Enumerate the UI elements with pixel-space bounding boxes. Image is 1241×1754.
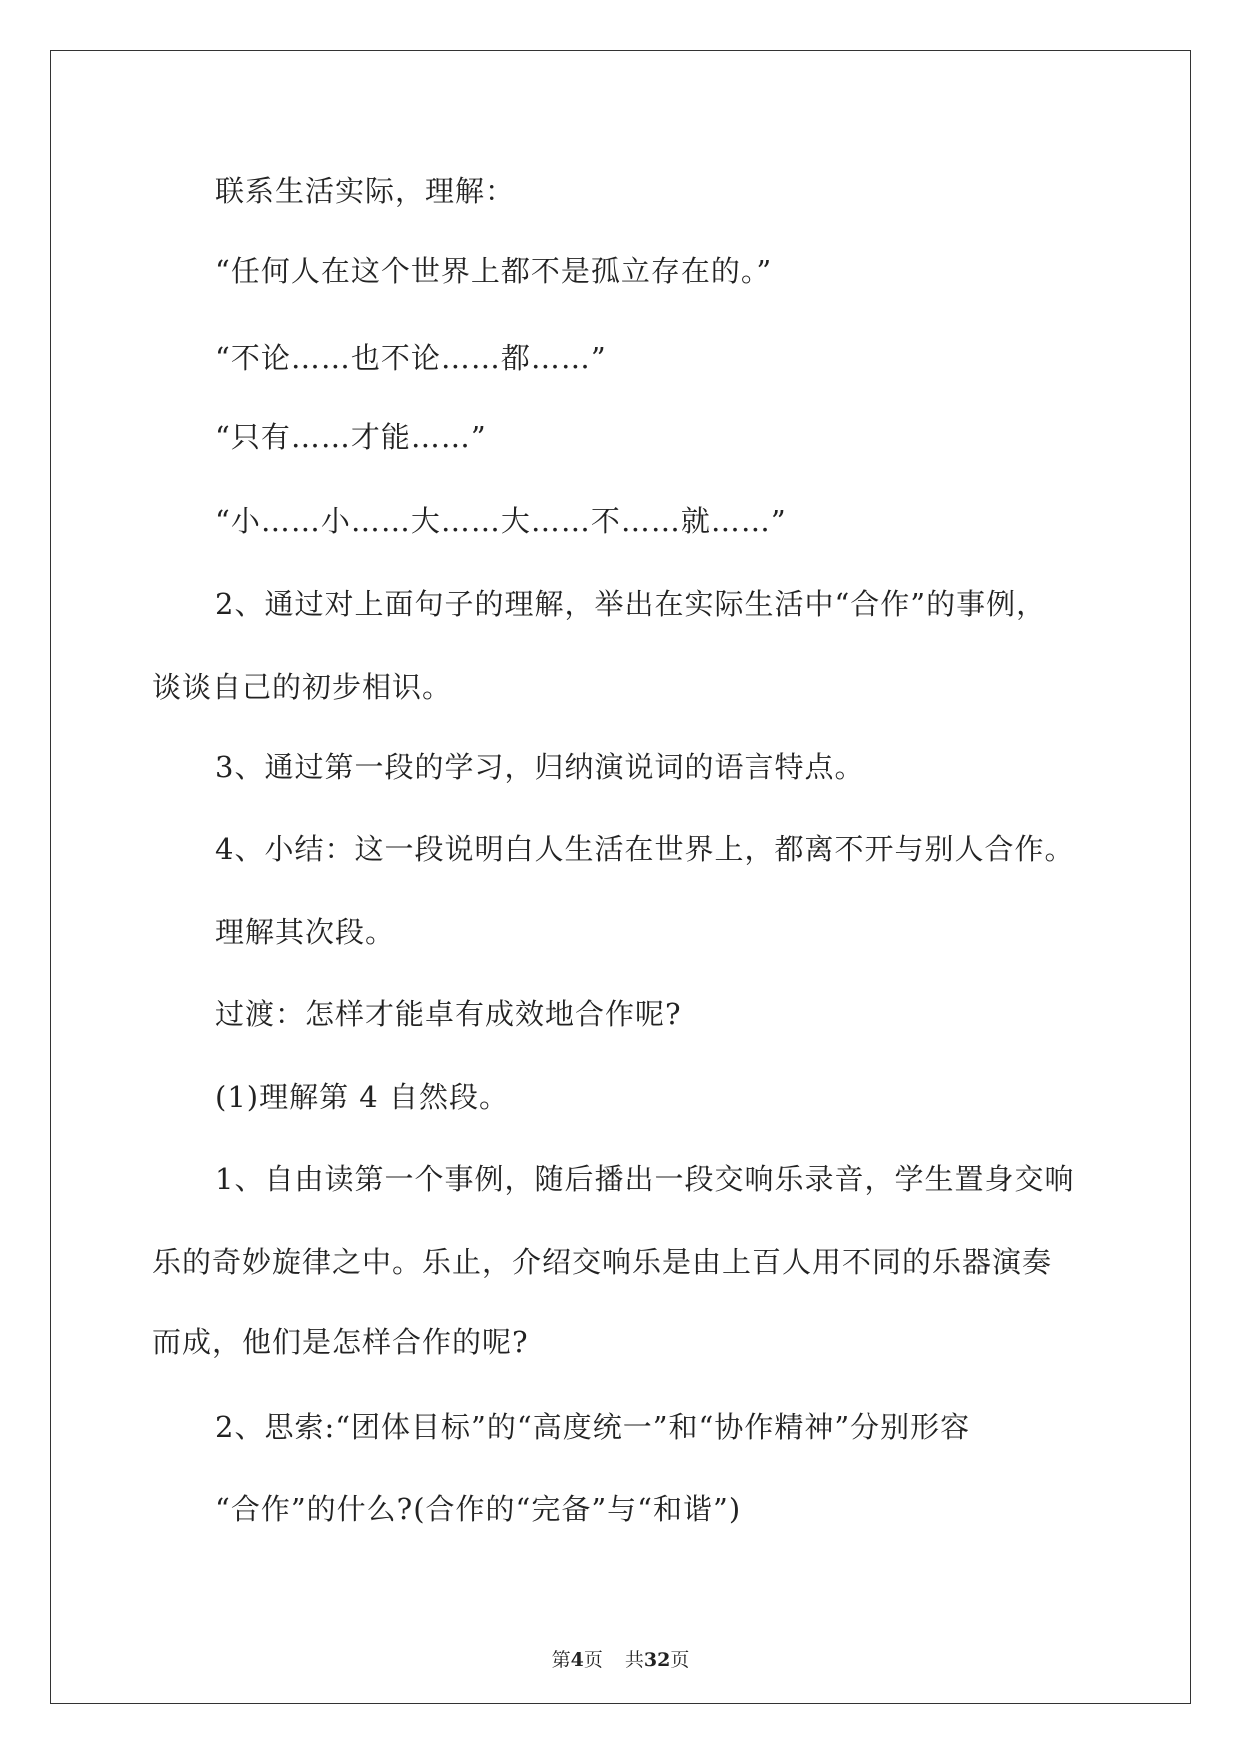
text-line-16: 2、思索:“团体目标”的“高度统一”和“协作精神”分别形容 <box>215 1410 971 1444</box>
text-line-4: “只有……才能……” <box>215 420 487 454</box>
text-line-10: 理解其次段。 <box>215 915 396 949</box>
page-border <box>50 50 1191 1704</box>
page-number: 4 <box>570 1649 584 1671</box>
total-suffix: 页 <box>670 1649 690 1671</box>
total-pages: 32 <box>643 1649 671 1671</box>
text-line-17: “合作”的什么?(合作的“完备”与“和谐”) <box>215 1492 742 1526</box>
text-line-7: 谈谈自己的初步相识。 <box>152 670 453 704</box>
page-footer <box>0 1648 1241 1672</box>
text-line-1: 联系生活实际，理解： <box>215 174 516 208</box>
text-line-13: 1、自由读第一个事例，随后播出一段交响乐录音，学生置身交响 <box>215 1162 1075 1196</box>
text-line-8: 3、通过第一段的学习，归纳演说词的语言特点。 <box>215 750 865 784</box>
text-line-3: “不论……也不论……都……” <box>215 341 607 375</box>
text-line-12: (1)理解第 4 自然段。 <box>215 1080 509 1114</box>
text-line-11: 过渡：怎样才能卓有成效地合作呢? <box>215 997 682 1031</box>
page-prefix: 第 <box>551 1649 571 1671</box>
text-line-9: 4、小结：这一段说明白人生活在世界上，都离不开与别人合作。 <box>215 832 1075 866</box>
page-suffix: 页 <box>583 1649 603 1671</box>
text-line-15: 而成，他们是怎样合作的呢? <box>152 1325 529 1359</box>
text-line-5: “小……小……大……大……不……就……” <box>215 504 787 538</box>
text-line-6: 2、通过对上面句子的理解，举出在实际生活中“合作”的事例， <box>215 587 1047 621</box>
text-line-2: “任何人在这个世界上都不是孤立存在的。” <box>215 254 773 288</box>
text-line-14: 乐的奇妙旋律之中。乐止，介绍交响乐是由上百人用不同的乐器演奏 <box>152 1245 1053 1279</box>
total-prefix: 共 <box>624 1649 644 1671</box>
